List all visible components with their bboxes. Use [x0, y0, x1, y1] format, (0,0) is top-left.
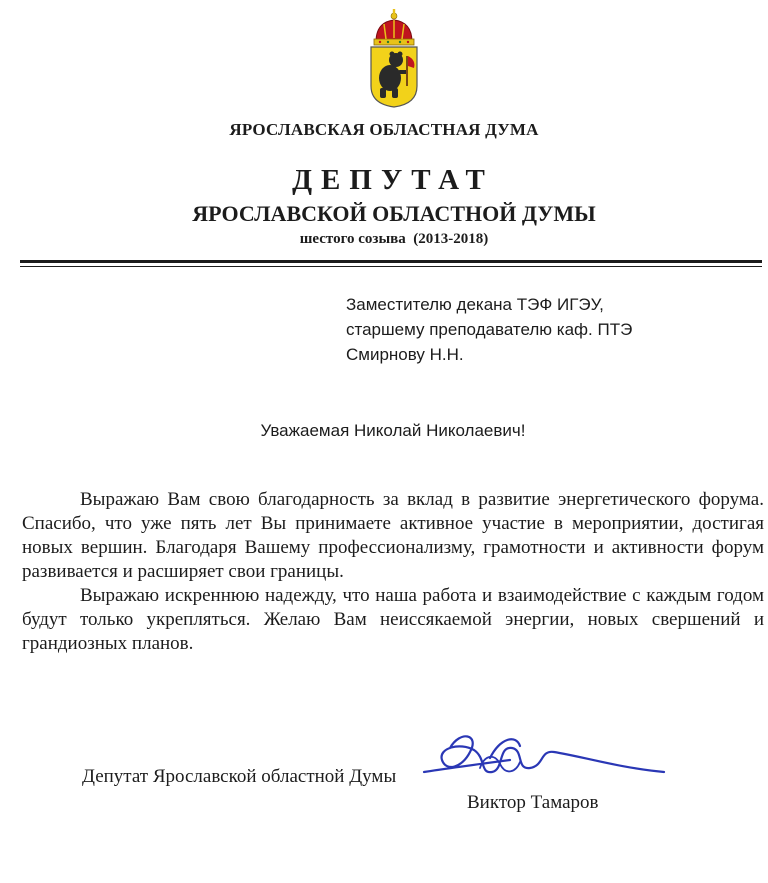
signatory-title: Депутат Ярославской областной Думы [82, 766, 397, 787]
letterhead-subtitle: ЯРОСЛАВСКОЙ ОБЛАСТНОЙ ДУМЫ [192, 201, 596, 226]
header-divider-thick [20, 260, 762, 263]
letter-body [22, 488, 764, 656]
salutation: Уважаемая Николай Николаевич! [260, 421, 526, 440]
addressee-block [346, 292, 632, 367]
letterhead-title: ДЕПУТАТ [292, 164, 494, 196]
coat-of-arms-icon [366, 8, 422, 108]
organization-name: ЯРОСЛАВСКАЯ ОБЛАСТНАЯ ДУМА [229, 120, 539, 139]
addressee-line: старшему преподавателю каф. ПТЭ [346, 320, 633, 339]
signatory-name: Виктор Тамаров [467, 792, 599, 813]
addressee-line: Смирнову Н.Н. [346, 345, 464, 364]
header-divider-thin [20, 266, 762, 267]
addressee-line: Заместителю декана ТЭФ ИГЭУ, [346, 295, 604, 314]
convocation-label: шестого созыва (2013-2018) [299, 231, 489, 247]
body-paragraph: Выражаю Вам свою благодарность за вклад в развитие энергетического форума. Спасибо, что уже пять лет Вы принимаете активное участие в мероприятии, достигая новых вершин. Благодаря Вашему профессионализму, грамотности и активности форум развивается и расширяет свои границы. [22, 489, 764, 582]
body-paragraph: Выражаю искреннюю надежду, что наша работа и взаимодействие с каждым годом будут только укрепляться. Желаю Вам неиссякаемой энергии, новых свершений и грандиозных планов. [22, 585, 764, 654]
crown-icon [374, 9, 414, 45]
